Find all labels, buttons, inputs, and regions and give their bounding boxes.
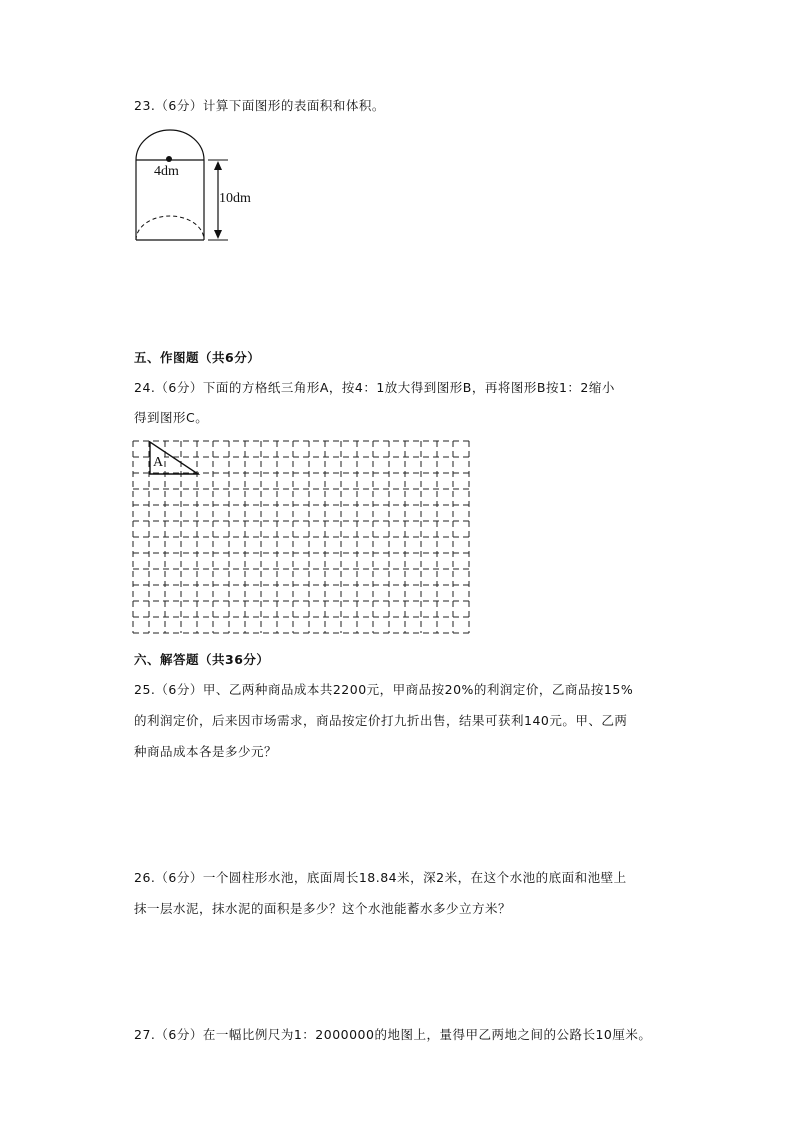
center-dot (166, 156, 172, 162)
question-24-line-1: 24.（6分）下面的方格纸三角形A，按4：1放大得到图形B，再将图形B按1：2缩小 (134, 380, 615, 395)
grid-lines (133, 441, 469, 633)
cylinder-figure (128, 126, 268, 246)
section-5-heading: 五、作图题（共6分） (134, 350, 261, 365)
section-6-heading: 六、解答题（共36分） (134, 652, 270, 667)
diameter-label: 4dm (154, 164, 179, 179)
question-24-line-2: 得到图形C。 (134, 410, 209, 425)
height-label: 10dm (219, 191, 251, 206)
arrow-up-icon (214, 161, 222, 170)
question-25-line-1: 25.（6分）甲、乙两种商品成本共2200元，甲商品按20%的利润定价，乙商品按15% (134, 682, 634, 697)
question-23-text: 23.（6分）计算下面图形的表面积和体积。 (134, 98, 385, 113)
cylinder-top-arc (136, 130, 204, 160)
question-25-line-2: 的利润定价，后来因市场需求，商品按定价打九折出售，结果可获利140元。甲、乙两 (134, 713, 628, 728)
cylinder-hidden-arc (136, 216, 204, 240)
question-25-line-3: 种商品成本各是多少元？ (134, 744, 278, 759)
question-26-line-1: 26.（6分）一个圆柱形水池，底面周长18.84米，深2米，在这个水池的底面和池壁上 (134, 870, 627, 885)
grid-paper (132, 440, 478, 636)
question-26-line-2: 抹一层水泥，抹水泥的面积是多少？这个水池能蓄水多少立方米？ (134, 901, 512, 916)
question-27-line-1: 27.（6分）在一幅比例尺为1：2000000的地图上，量得甲乙两地之间的公路长10厘米。 (134, 1027, 652, 1042)
triangle-label: A (153, 455, 164, 470)
arrow-down-icon (214, 230, 222, 239)
